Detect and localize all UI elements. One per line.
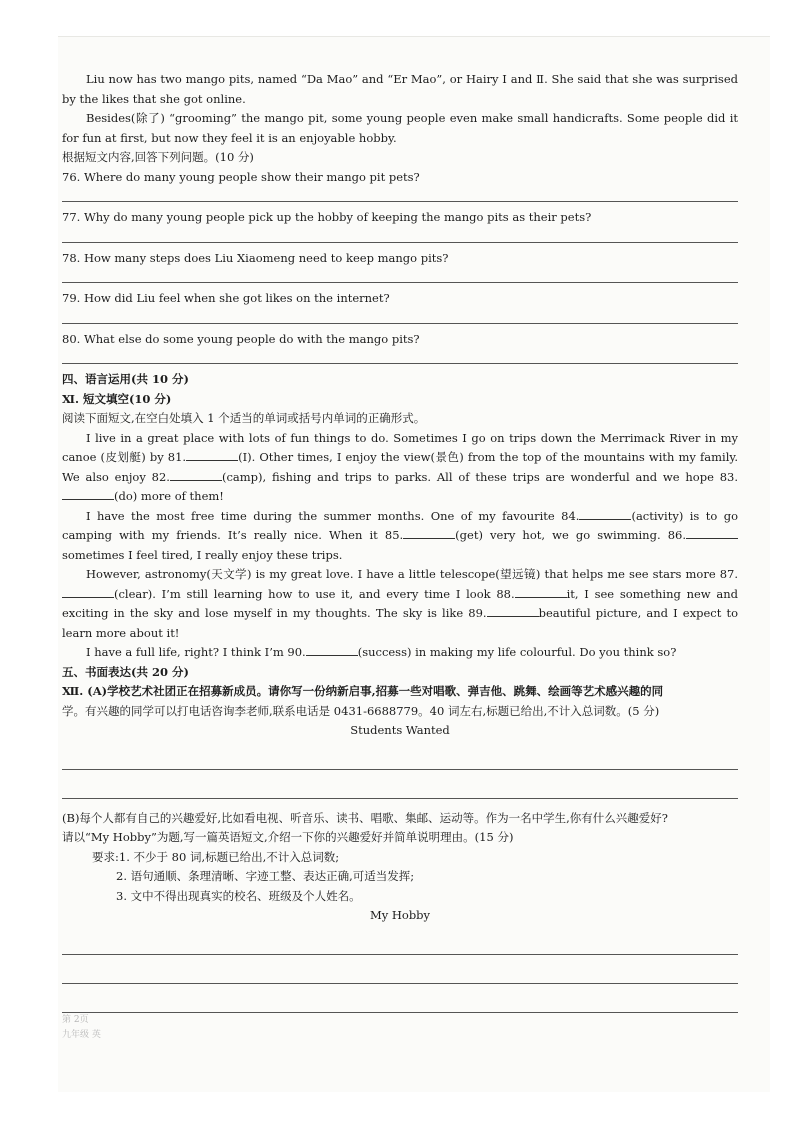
writing-b-prompt (62, 809, 738, 848)
cloze-text: (do) more of them! (114, 489, 224, 503)
cloze-text: (皮划艇) by 81. (100, 450, 187, 464)
writing-b-prompt-line: 请以“My Hobby”为题,写一篇英语短文,介绍一下你的兴趣爱好并简单说明理由。(15 分) (62, 830, 514, 844)
cloze-text: it, I see something new and (566, 586, 738, 601)
writing-b-line[interactable] (62, 926, 738, 955)
blank-85[interactable] (403, 526, 455, 539)
section-11-heading: Ⅺ. 短文填空(10 分) (62, 391, 172, 406)
writing-b-requirement-1: 要求:1. 不少于 80 词,标题已给出,不计入总词数; (92, 849, 340, 864)
blank-87[interactable] (62, 585, 114, 598)
cloze-paragraph-3 (62, 565, 738, 643)
cloze-paragraph-2 (62, 507, 738, 566)
answer-line-77[interactable] (62, 228, 738, 243)
cloze-text: (success) in making my life colourful. Do you think so? (357, 645, 677, 659)
cloze-text: 87. (719, 567, 739, 581)
blank-81[interactable] (186, 448, 238, 461)
cloze-instruction: 阅读下面短文,在空白处填入 1 个适当的单词或括号内单词的正确形式。 (62, 411, 426, 425)
cloze-text: beautiful picture, and I expect to (538, 606, 738, 620)
blank-86[interactable] (686, 526, 738, 539)
section-5-heading: 五、书面表达(共 20 分) (62, 664, 189, 679)
blank-83[interactable] (62, 487, 114, 500)
cloze-text: exciting in the sky and lose myself in my thoughts. The sky is like 89. (62, 606, 487, 620)
cloze-text: (get) very hot, we go swimming. 86. (455, 528, 686, 542)
cloze-text: (activity) is to go (631, 508, 738, 523)
writing-a-prompt-line: Ⅻ. (A)学校艺术社团正在招募新成员。请你写一份纳新启事,招募一些对唱歌、弹吉他、跳舞、绘画等艺术感兴趣的同 (62, 684, 664, 698)
question-77: 77. Why do many young people pick up the hobby of keeping the mango pits as their pets? (62, 210, 592, 224)
blank-89[interactable] (487, 604, 539, 617)
cloze-text: sometimes I feel tired, I really enjoy these trips. (62, 547, 343, 562)
cloze-text: learn more about it! (62, 625, 180, 640)
grade-subject-mark: 九年级 英 (62, 1030, 101, 1040)
cloze-paragraph-4 (62, 643, 738, 663)
cloze-text: However, astronomy(天文学) is my great love. I have a little telescope(望远镜) that helps me see stars more (86, 567, 716, 581)
writing-a-line[interactable] (62, 741, 738, 770)
exam-content (62, 70, 738, 1013)
answer-line-79[interactable] (62, 309, 738, 324)
questions-instruction: 根据短文内容,回答下列问题。(10 分) (62, 150, 254, 164)
cloze-text: (camp), fishing and trips to parks. All of these trips are wonderful and we hope (221, 469, 714, 484)
writing-b-line[interactable] (62, 955, 738, 984)
blank-90[interactable] (306, 643, 358, 656)
writing-b-requirement-2: 2. 语句通顺、条理清晰、字迹工整、表达正确,可适当发挥; (116, 869, 415, 883)
question-80: 80. What else do some young people do with the mango pits? (62, 331, 420, 346)
blank-84[interactable] (579, 507, 631, 520)
cloze-text: We also enjoy 82. (62, 469, 170, 484)
writing-b-requirement-3: 3. 文中不得出现真实的校名、班级及个人姓名。 (116, 888, 361, 903)
cloze-text: I have a full life, right? I think I’m 90. (86, 645, 306, 659)
answer-line-78[interactable] (62, 268, 738, 283)
section-4-heading: 四、语言运用(共 10 分) (62, 372, 189, 386)
answer-line-80[interactable] (62, 349, 738, 364)
cloze-text: I have the most free time during the summer months. One of my favourite 84. (86, 508, 580, 523)
cloze-text: 83. (719, 469, 738, 484)
writing-a-prompt-line: 学。有兴趣的同学可以打电话咨询李老师,联系电话是 0431-6688779。40 词左右,标题已给出,不计入总词数。(5 分) (62, 703, 660, 718)
cloze-paragraph-1 (62, 429, 738, 507)
writing-a-line[interactable] (62, 770, 738, 799)
passage-paragraph: Besides(除了) “grooming” the mango pit, some young people even make small handicrafts. Some people did it for fun at first, but now they feel it is an enjoyable hobby. (62, 111, 738, 145)
writing-b-line[interactable] (62, 984, 738, 1013)
writing-b-prompt-line: (B)每个人都有自己的兴趣爱好,比如看电视、听音乐、读书、唱歌、集邮、运动等。作为一名中学生,你有什么兴趣爱好? (62, 810, 668, 825)
cloze-text: (I). Other times, I enjoy the view(景色) from the top of the mountains with my family. (238, 450, 738, 464)
blank-82[interactable] (170, 468, 222, 481)
cloze-text: camping with my friends. It’s really nice. When it 85. (62, 528, 404, 542)
passage-paragraph: Liu now has two mango pits, named “Da Mao” and “Er Mao”, or Hairy Ⅰ and Ⅱ. She said that she was surprised by the likes that she got online. (62, 72, 738, 106)
blank-88[interactable] (515, 585, 567, 598)
question-79: 79. How did Liu feel when she got likes on the internet? (62, 291, 390, 305)
question-76: 76. Where do many young people show their mango pit pets? (62, 169, 420, 184)
question-78: 78. How many steps does Liu Xiaomeng need to keep mango pits? (62, 250, 449, 265)
writing-a-prompt (62, 682, 738, 721)
cloze-text: I live in a great place with lots of fun things to do. Sometimes I go on trips down the Merrimack River in my canoe (62, 430, 738, 464)
answer-line-76[interactable] (62, 187, 738, 202)
cloze-text: (clear). I’m still learning how to use it, and every time I look 88. (114, 586, 515, 601)
page-number-mark: 第 2页 (62, 1015, 89, 1025)
writing-b-title: My Hobby (369, 908, 431, 922)
writing-a-title: Students Wanted (350, 723, 450, 737)
